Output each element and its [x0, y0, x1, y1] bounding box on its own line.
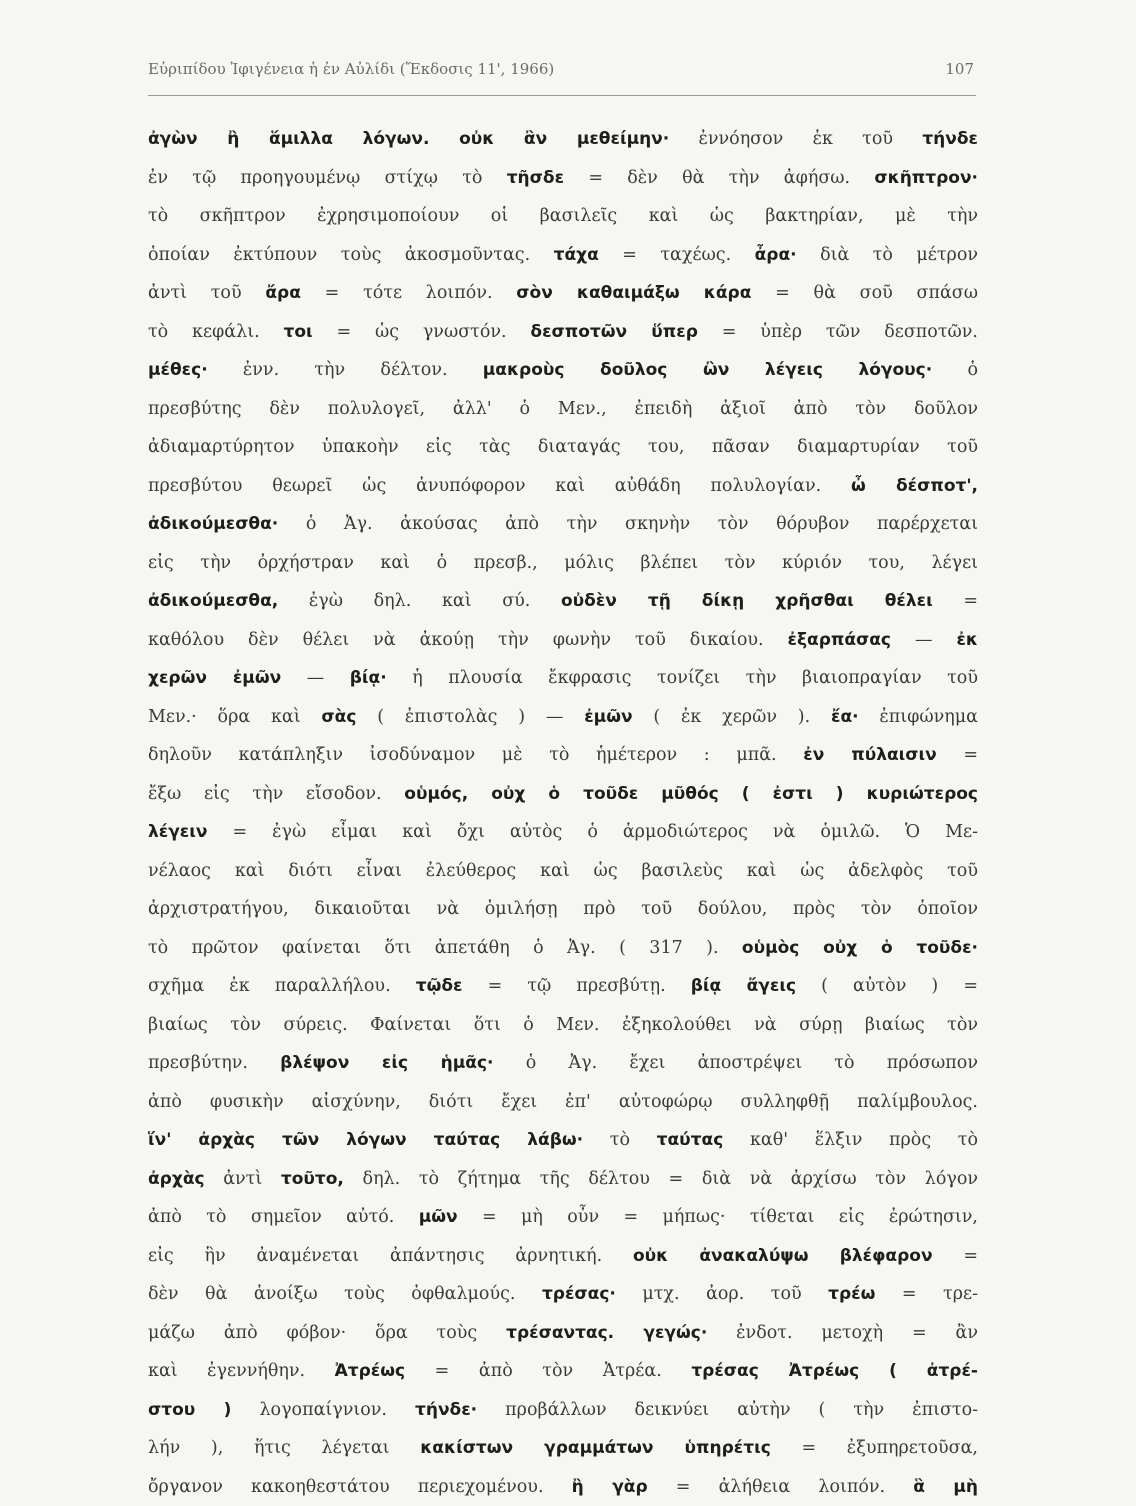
text-line — [148, 313, 978, 352]
lemma-term: χερῶν ἐμῶν — [148, 668, 281, 688]
commentary-text-run: = τρε- — [875, 1284, 978, 1304]
text-line — [148, 1275, 978, 1314]
lemma-term: ἵν' ἀρχὰς τῶν λόγων ταύτας λάβω· — [148, 1130, 583, 1150]
lemma-term: δεσποτῶν ὕπερ — [530, 322, 697, 342]
commentary-text-run: εἰς ἣν ἀναμένεται ἀπάντησις ἀρνητική. — [148, 1246, 633, 1266]
lemma-term: ἀδικούμεσθα· — [148, 514, 278, 534]
lemma-term: σκῆπτρον· — [874, 168, 978, 188]
commentary-text-run: — — [891, 630, 956, 650]
lemma-term: ταύτας — [657, 1130, 724, 1150]
lemma-term: ἀδικούμεσθα, — [148, 591, 278, 611]
lemma-term: οὐκ ἀνακαλύψω βλέφαρον — [633, 1246, 933, 1266]
lemma-term: ἆρα· — [755, 245, 797, 265]
lemma-term: τρέσαντας. γεγώς· — [506, 1323, 707, 1343]
commentary-text-run: καθ' ἕλξιν πρὸς τὸ — [723, 1130, 978, 1150]
lemma-term: στου ) — [148, 1400, 231, 1420]
lemma-term: οὐδὲν τῇ δίκῃ χρῆσθαι θέλει — [561, 591, 933, 611]
commentary-text-run: ἀρχιστρατήγου, δικαιοῦται νὰ ὁμιλήσῃ πρὸ τοῦ δούλου, πρὸς τὸν ὁποῖον — [148, 899, 978, 919]
commentary-text-run: λήν ), ἥτις λέγεται — [148, 1438, 420, 1458]
text-line — [148, 621, 978, 660]
lemma-term: μῶν — [419, 1207, 458, 1227]
text-line — [148, 967, 978, 1006]
lemma-term: τρέσας Ἀτρέως ( ἀτρέ- — [691, 1361, 978, 1381]
commentary-text-run: ὁ Ἀγ. ἀκούσας ἀπὸ τὴν σκηνὴν τὸν θόρυβον παρέρχεται — [278, 514, 978, 534]
lemma-term: ἀρχὰς — [148, 1169, 205, 1189]
running-head-title: Εὐριπίδου Ἰφιγένεια ἡ ἐν Αὐλίδι (Ἔκδοσις 11', 1966) — [148, 60, 554, 78]
lemma-term: μακροὺς δοῦλος ὢν λέγεις λόγους· — [483, 360, 932, 380]
commentary-text-run: σχῆμα ἐκ παραλλήλου. — [148, 976, 416, 996]
lemma-term: ἐν πύλαισιν — [803, 745, 936, 765]
commentary-text-run: ἐννόησον ἐκ τοῦ — [669, 129, 922, 149]
commentary-text-run: λογοπαίγνιον. — [231, 1400, 415, 1420]
text-line — [148, 236, 978, 275]
text-line — [148, 736, 978, 775]
lemma-term: τήνδε· — [415, 1400, 477, 1420]
commentary-text-run: = ἐξυπηρετοῦσα, — [771, 1438, 978, 1458]
commentary-text-run: ὁ — [932, 360, 978, 380]
lemma-term: λέγειν — [148, 822, 207, 842]
text-line — [148, 775, 978, 814]
text-line — [148, 1468, 978, 1506]
commentary-text-run: = ὑπὲρ τῶν δεσποτῶν. — [698, 322, 978, 342]
running-head — [148, 60, 974, 78]
commentary-text-run: τὸ κεφάλι. — [148, 322, 283, 342]
text-line — [148, 1083, 978, 1122]
commentary-text-run: ἐνδοτ. μετοχὴ = ἂν — [707, 1323, 978, 1343]
text-line — [148, 1314, 978, 1353]
commentary-text-run: δηλοῦν κατάπληξιν ἰσοδύναμον μὲ τὸ ἡμέτερον : μπᾶ. — [148, 745, 803, 765]
lemma-term: τοῦτο, — [281, 1169, 344, 1189]
commentary-text-run: ἀντὶ τοῦ — [148, 283, 265, 303]
commentary-text-run: ἡ πλουσία ἔκφρασις τονίζει τὴν βιαιοπραγίαν τοῦ — [387, 668, 978, 688]
text-line — [148, 1352, 978, 1391]
text-line — [148, 1198, 978, 1237]
commentary-text-run: ἀπὸ φυσικὴν αἰσχύνην, διότι ἔχει ἐπ' αὐτοφώρῳ συλληφθῇ παλίμβουλος. — [148, 1092, 978, 1112]
text-line — [148, 698, 978, 737]
commentary-text-run: — — [281, 668, 350, 688]
lemma-term: Ἀτρέως — [335, 1361, 406, 1381]
text-line — [148, 890, 978, 929]
commentary-text-run: = — [933, 591, 978, 611]
lemma-term: ἢ γὰρ — [572, 1477, 648, 1497]
commentary-text-run: ἐπιφώνημα — [859, 707, 978, 727]
commentary-text-run: ἀπὸ τὸ σημεῖον αὐτό. — [148, 1207, 419, 1227]
commentary-text-run: νέλαος καὶ διότι εἶναι ἐλεύθερος καὶ ὡς βασιλεὺς καὶ ὡς ἀδελφὸς τοῦ — [148, 861, 978, 881]
text-line — [148, 1121, 978, 1160]
lemma-term: βίᾳ· — [350, 668, 387, 688]
lemma-term: τρέω — [828, 1284, 875, 1304]
commentary-text-run: = — [933, 1246, 978, 1266]
text-line — [148, 274, 978, 313]
text-line — [148, 505, 978, 544]
commentary-text-run: δὲν θὰ ἀνοίξω τοὺς ὀφθαλμούς. — [148, 1284, 542, 1304]
commentary-text-run: μάζω ἀπὸ φόβον· ὅρα τοὺς — [148, 1323, 506, 1343]
commentary-text-run: ὄργανον κακοηθεστάτου περιεχομένου. — [148, 1477, 572, 1497]
text-line — [148, 159, 978, 198]
text-line — [148, 1429, 978, 1468]
text-line — [148, 197, 978, 236]
header-rule — [148, 95, 976, 96]
commentary-text-run: = ταχέως. — [599, 245, 755, 265]
commentary-text-run: = θὰ σοῦ σπάσω — [751, 283, 978, 303]
text-line — [148, 813, 978, 852]
commentary-text-run: πρεσβύτης δὲν πολυλογεῖ, ἀλλ' ὁ Μεν., ἐπειδὴ ἀξιοῖ ἀπὸ τὸν δοῦλον — [148, 399, 978, 419]
text-line — [148, 582, 978, 621]
lemma-term: ἐξαρπάσας — [788, 630, 891, 650]
commentary-text-run: = ὡς γνωστόν. — [313, 322, 531, 342]
lemma-term: μέθες· — [148, 360, 208, 380]
lemma-term: κακίστων γραμμάτων ὑπηρέτις — [420, 1438, 771, 1458]
commentary-text-run: ( αὐτὸν ) = — [796, 976, 978, 996]
lemma-term: ἀγὼν ἢ ἅμιλλα λόγων. οὐκ ἂν μεθείμην· — [148, 129, 669, 149]
text-line — [148, 1160, 978, 1199]
commentary-text-run: ( ἐκ χερῶν ). — [633, 707, 831, 727]
commentary-text-run: = ἀπὸ τὸν Ἀτρέα. — [405, 1361, 691, 1381]
lemma-term: σὰς — [321, 707, 356, 727]
commentary-text-run: προβάλλων δεικνύει αὐτὴν ( τὴν ἐπιστο- — [477, 1400, 978, 1420]
commentary-text-run: = μὴ οὖν = μήπως· τίθεται εἰς ἐρώτησιν, — [458, 1207, 978, 1227]
commentary-text-run: μτχ. ἀορ. τοῦ — [616, 1284, 828, 1304]
commentary-text-run: = ἀλήθεια λοιπόν. — [648, 1477, 914, 1497]
commentary-text-run: καθόλου δὲν θέλει νὰ ἀκούῃ τὴν φωνὴν τοῦ δικαίου. — [148, 630, 788, 650]
lemma-term: τάχα — [554, 245, 599, 265]
text-line — [148, 428, 978, 467]
text-line — [148, 1044, 978, 1083]
lemma-term: τῷδε — [416, 976, 463, 996]
lemma-term: σὸν καθαιμάξω κάρα — [516, 283, 751, 303]
commentary-text-run: = — [937, 745, 978, 765]
commentary-text-run: δηλ. τὸ ζήτημα τῆς δέλτου = διὰ νὰ ἀρχίσω τὸν λόγον — [344, 1169, 978, 1189]
lemma-term: οὑμὸς οὐχ ὁ τοῦδε· — [742, 938, 978, 958]
text-line — [148, 467, 978, 506]
lemma-term: ἔα· — [831, 707, 859, 727]
lemma-term: ἐκ — [956, 630, 978, 650]
lemma-term: ἐμῶν — [584, 707, 632, 727]
text-line — [148, 659, 978, 698]
lemma-term: τοι — [283, 322, 312, 342]
text-line — [148, 120, 978, 159]
text-line — [148, 1237, 978, 1276]
lemma-term: ὦ δέσποτ', — [851, 476, 978, 496]
commentary-text-run: ἐν τῷ προηγουμένῳ στίχῳ τὸ — [148, 168, 507, 188]
lemma-term: ἄρα — [265, 283, 301, 303]
lemma-term: τῆσδε — [507, 168, 564, 188]
text-line — [148, 929, 978, 968]
lemma-term: βλέψον εἰς ἡμᾶς· — [280, 1053, 493, 1073]
commentary-text-run: ὁποίαν ἐκτύπουν τοὺς ἀκοσμοῦντας. — [148, 245, 554, 265]
commentary-text-run: ( ἐπιστολὰς ) — — [356, 707, 584, 727]
commentary-text-run: τὸ πρῶτον φαίνεται ὅτι ἀπετάθη ὁ Ἀγ. ( 317 ). — [148, 938, 742, 958]
commentary-text-run: ἐγὼ δηλ. καὶ σύ. — [278, 591, 561, 611]
commentary-text-run: = δὲν θὰ τὴν ἀφήσω. — [564, 168, 874, 188]
commentary-text-run: ἔξω εἰς τὴν εἴσοδον. — [148, 784, 404, 804]
text-line — [148, 852, 978, 891]
commentary-text-run: ἀδιαμαρτύρητον ὑπακοὴν εἰς τὰς διαταγάς του, πᾶσαν διαμαρτυρίαν τοῦ — [148, 437, 978, 457]
commentary-text — [148, 120, 978, 1506]
page-number: 107 — [945, 60, 974, 78]
commentary-text-run: τὸ σκῆπτρον ἐχρησιμοποίουν οἱ βασιλεῖς καὶ ὡς βακτηρίαν, μὲ τὴν — [148, 206, 978, 226]
lemma-term: ἃ μὴ — [913, 1477, 978, 1497]
commentary-text-run: τὸ — [583, 1130, 657, 1150]
commentary-text-run: πρεσβύτου θεωρεῖ ὡς ἀνυπόφορον καὶ αὐθάδη πολυλογίαν. — [148, 476, 851, 496]
commentary-text-run: Μεν.· ὅρα καὶ — [148, 707, 321, 727]
lemma-term: βίᾳ ἄγεις — [691, 976, 796, 996]
commentary-text-run: καὶ ἐγεννήθην. — [148, 1361, 335, 1381]
lemma-term: τρέσας· — [542, 1284, 616, 1304]
text-line — [148, 351, 978, 390]
commentary-text-run: ὁ Ἀγ. ἔχει ἀποστρέψει τὸ πρόσωπον — [494, 1053, 978, 1073]
commentary-text-run: διὰ τὸ μέτρον — [797, 245, 978, 265]
lemma-term: οὑμός, οὐχ ὁ τοῦδε μῦθός ( ἐστι ) κυριώτερος — [404, 784, 978, 804]
commentary-text-run: ἀντὶ — [205, 1169, 281, 1189]
text-line — [148, 390, 978, 429]
commentary-text-run: πρεσβύτην. — [148, 1053, 280, 1073]
commentary-text-run: = τότε λοιπόν. — [301, 283, 516, 303]
commentary-text-run: βιαίως τὸν σύρεις. Φαίνεται ὅτι ὁ Μεν. ἐξηκολούθει νὰ σύρῃ βιαίως τὸν — [148, 1015, 978, 1035]
text-line — [148, 1006, 978, 1045]
text-line — [148, 544, 978, 583]
commentary-text-run: ἐνν. τὴν δέλτον. — [208, 360, 483, 380]
lemma-term: τήνδε — [922, 129, 978, 149]
commentary-text-run: εἰς τὴν ὀρχήστραν καὶ ὁ πρεσβ., μόλις βλέπει τὸν κύριόν του, λέγει — [148, 553, 978, 573]
text-line — [148, 1391, 978, 1430]
commentary-text-run: = ἐγὼ εἶμαι καὶ ὄχι αὐτὸς ὁ ἁρμοδιώτερος νὰ ὁμιλῶ. Ὁ Με- — [207, 822, 978, 842]
commentary-text-run: = τῷ πρεσβύτῃ. — [463, 976, 691, 996]
